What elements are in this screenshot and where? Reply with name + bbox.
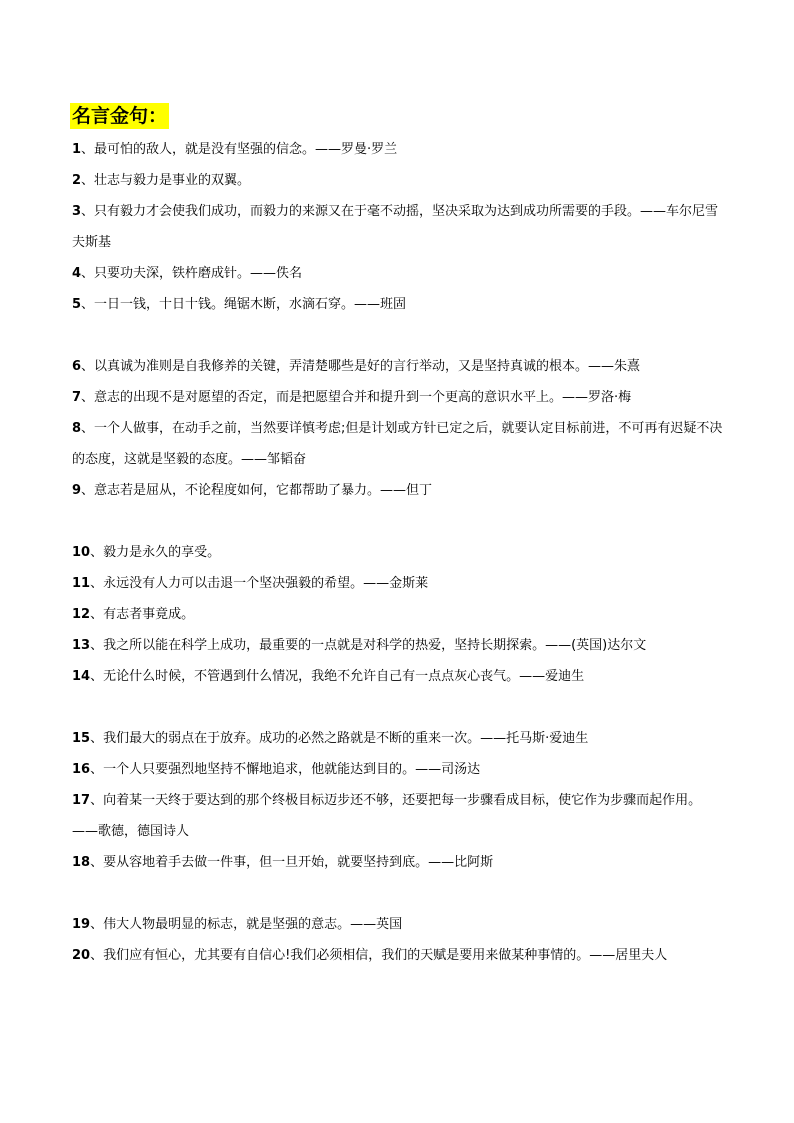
quote-item [72, 134, 724, 165]
quote-number: 6 [72, 359, 82, 374]
quote-number: 4 [72, 266, 82, 281]
quote-item [72, 196, 724, 258]
quote-text: 、无论什么时候，不管遇到什么情况，我绝不允许自己有一点点灰心丧气。——爱迪生 [90, 669, 585, 684]
quote-number: 9 [72, 483, 82, 498]
quote-number: 18 [72, 855, 91, 870]
quote-text: 、向着某一天终于要达到的那个终极目标迈步还不够，还要把每一步骤看成目标，使它作为步骤而起作用。——歌德，德国诗人 [72, 793, 702, 839]
quote-text: 、我们应有恒心，尤其要有自信心!我们必须相信，我们的天赋是要用来做某种事情的。——居里夫人 [90, 948, 668, 963]
quote-text: 、我之所以能在科学上成功，最重要的一点就是对科学的热爱，坚持长期探索。——(英国)达尔文 [90, 638, 647, 653]
quote-number: 16 [72, 762, 91, 777]
quote-item [72, 475, 724, 506]
quote-item [72, 351, 724, 382]
quote-item [72, 568, 724, 599]
quote-text: 、只有毅力才会使我们成功，而毅力的来源又在于毫不动摇，坚决采取为达到成功所需要的手段。——车尔尼雪夫斯基 [72, 204, 719, 250]
quote-text: 、以真诚为准则是自我修养的关键，弄清楚哪些是好的言行举动，又是坚持真诚的根本。——朱熹 [81, 359, 641, 374]
quote-number: 3 [72, 204, 82, 219]
quote-number: 5 [72, 297, 82, 312]
quote-text: 、要从容地着手去做一件事，但一旦开始，就要坚持到底。——比阿斯 [90, 855, 494, 870]
quote-text: 、一日一钱，十日十钱。绳锯木断，水滴石穿。——班固 [81, 297, 407, 312]
quote-number: 2 [72, 173, 82, 188]
quote-number: 15 [72, 731, 91, 746]
quote-number: 17 [72, 793, 91, 808]
quote-text: 、一个人做事，在动手之前，当然要详慎考虑;但是计划或方针已定之后，就要认定目标前进，不可再有迟疑不决的态度，这就是坚毅的态度。——邹韬奋 [72, 421, 723, 467]
quote-text: 、意志的出现不是对愿望的否定，而是把愿望合并和提升到一个更高的意识水平上。——罗洛·梅 [81, 390, 632, 405]
quote-text: 、意志若是屈从，不论程度如何，它都帮助了暴力。——但丁 [81, 483, 433, 498]
quote-number: 13 [72, 638, 91, 653]
quote-text: 、壮志与毅力是事业的双翼。 [81, 173, 251, 188]
quote-number: 12 [72, 607, 91, 622]
section-heading: 名言金句： [72, 105, 168, 127]
quote-text: 、我们最大的弱点在于放弃。成功的必然之路就是不断的重来一次。——托马斯·爱迪生 [90, 731, 589, 746]
quote-item [72, 723, 724, 754]
quote-text: 、最可怕的敌人，就是没有坚强的信念。——罗曼·罗兰 [81, 142, 398, 157]
quote-item [72, 661, 724, 692]
quote-item [72, 785, 724, 847]
quote-text: 、只要功夫深，铁杵磨成针。——佚名 [81, 266, 303, 281]
quote-item [72, 289, 724, 320]
quote-item [72, 754, 724, 785]
quote-number: 10 [72, 545, 91, 560]
quote-item [72, 537, 724, 568]
quote-item [72, 599, 724, 630]
quote-item [72, 165, 724, 196]
quote-item [72, 847, 724, 878]
quote-item [72, 382, 724, 413]
quote-text: 、有志者事竟成。 [90, 607, 195, 622]
quote-text: 、伟大人物最明显的标志，就是坚强的意志。——英国 [90, 917, 403, 932]
quote-list [72, 134, 724, 971]
quote-item [72, 630, 724, 661]
quote-text: 、永远没有人力可以击退一个坚决强毅的希望。——金斯莱 [90, 576, 429, 591]
quote-item [72, 258, 724, 289]
quote-item [72, 940, 724, 971]
quote-item [72, 413, 724, 475]
quote-number: 20 [72, 948, 91, 963]
quote-number: 8 [72, 421, 82, 436]
quote-item [72, 909, 724, 940]
quote-number: 1 [72, 142, 82, 157]
document-page [72, 103, 724, 971]
quote-number: 14 [72, 669, 91, 684]
quote-number: 7 [72, 390, 82, 405]
quote-number: 19 [72, 917, 91, 932]
quote-number: 11 [72, 576, 91, 591]
quote-text: 、一个人只要强烈地坚持不懈地追求，他就能达到目的。——司汤达 [90, 762, 481, 777]
quote-text: 、毅力是永久的享受。 [90, 545, 221, 560]
